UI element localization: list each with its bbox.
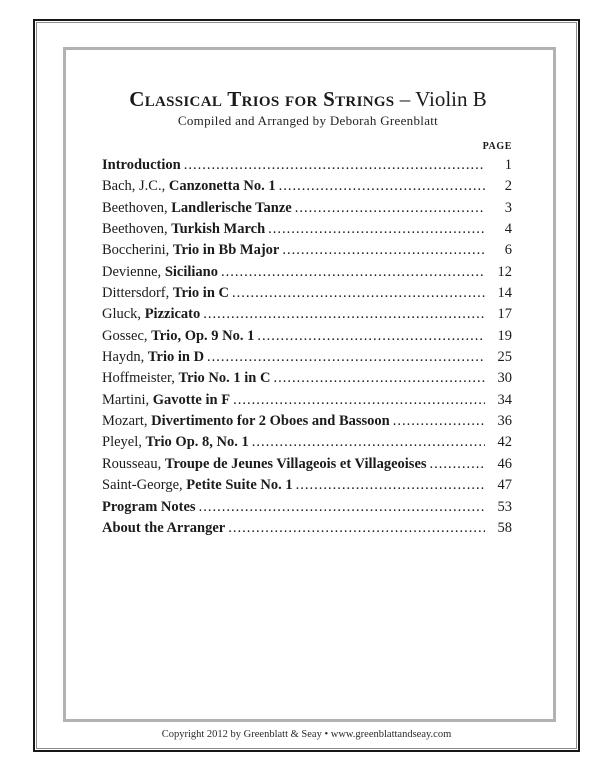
- toc-entry: [102, 219, 512, 240]
- dot-leader: [207, 347, 485, 368]
- toc-entry-title: Turkish March: [171, 221, 266, 238]
- toc-entry-page-number: 3: [504, 199, 512, 216]
- toc-entry-page-number: 53: [497, 498, 512, 515]
- toc-entry-label: [102, 454, 427, 475]
- toc-entry-label: [102, 262, 218, 283]
- toc-entry: [102, 454, 512, 475]
- copyright-footer: Copyright 2012 by Greenblatt & Seay • www.greenblattandseay.com: [161, 729, 452, 740]
- dot-leader: [199, 497, 485, 518]
- book-subtitle: Compiled and Arranged by Deborah Greenblatt: [177, 113, 439, 128]
- toc-entry-label: [102, 497, 196, 518]
- dot-leader: [184, 155, 485, 176]
- toc-entry-composer: Haydn,: [102, 349, 148, 366]
- dot-leader: [203, 304, 485, 325]
- toc-entry-title: Trio in D: [147, 349, 205, 366]
- book-title-main: Classical Trios for Strings: [129, 87, 395, 111]
- page-column-header: PAGE: [482, 141, 512, 152]
- toc-entry-label: [102, 432, 249, 453]
- toc-entry: [102, 497, 512, 518]
- toc-entry-composer: Gluck,: [102, 306, 145, 323]
- toc-entry-composer: Mozart,: [102, 413, 152, 430]
- toc-entry-composer: Bach, J.C.,: [102, 178, 169, 195]
- toc-entry-page-number: 58: [497, 519, 512, 536]
- toc-entry-label: [102, 240, 279, 261]
- book-title: [66, 86, 550, 112]
- toc-entry: [102, 240, 512, 261]
- toc-entry-title: Divertimento for 2 Oboes and Bassoon: [151, 413, 390, 430]
- toc-entry-page-number: 30: [497, 370, 512, 387]
- toc-entry: [102, 262, 512, 283]
- dot-leader: [296, 475, 485, 496]
- toc-entry: [102, 198, 512, 219]
- toc-entry-label: [102, 411, 390, 432]
- toc-entry-page-number: 46: [497, 455, 512, 472]
- toc-entry-title: Troupe de Jeunes Villageois et Villageoises: [164, 455, 427, 472]
- toc-entry-title: Gavotte in F: [152, 391, 231, 408]
- toc-entry-page-number: 36: [497, 413, 512, 430]
- toc-entry-label: [102, 219, 265, 240]
- toc-entry-composer: Rousseau,: [102, 455, 165, 472]
- toc-entry-page-number: 47: [497, 477, 512, 494]
- toc-entry-title: Pizzicato: [144, 306, 201, 323]
- dot-leader: [295, 198, 485, 219]
- toc-entry-page-number: 25: [497, 349, 512, 366]
- toc-entry-page-number: 42: [497, 434, 512, 451]
- toc-entry: [102, 475, 512, 496]
- toc-entry-title: Program Notes: [102, 498, 196, 515]
- toc-entry: [102, 518, 512, 539]
- toc-entry-composer: Saint-George,: [102, 477, 187, 494]
- toc-entry-composer: Martini,: [102, 391, 153, 408]
- toc-entry-composer: Pleyel,: [102, 434, 146, 451]
- toc-entry-label: [102, 198, 292, 219]
- dot-leader: [268, 219, 485, 240]
- table-of-contents: [102, 155, 512, 539]
- toc-entry-title: Trio in C: [172, 285, 229, 302]
- dot-leader: [430, 454, 485, 475]
- toc-entry: [102, 283, 512, 304]
- toc-entry-label: [102, 475, 293, 496]
- toc-entry: [102, 155, 512, 176]
- toc-entry-composer: Beethoven,: [102, 221, 172, 238]
- toc-entry-title: About the Arranger: [102, 519, 226, 536]
- toc-entry-page-number: 19: [497, 327, 512, 344]
- toc-entry-page-number: 4: [504, 221, 512, 238]
- toc-entry-label: [102, 347, 204, 368]
- toc-entry-page-number: 17: [497, 306, 512, 323]
- dot-leader: [279, 176, 485, 197]
- toc-entry-composer: Beethoven,: [102, 199, 172, 216]
- toc-entry-label: [102, 390, 230, 411]
- dot-leader: [221, 262, 485, 283]
- toc-entry-title: Introduction: [102, 157, 181, 173]
- toc-entry-label: [102, 326, 254, 347]
- toc-entry-title: Petite Suite No. 1: [186, 477, 293, 494]
- toc-entry-composer: Hoffmeister,: [102, 370, 179, 387]
- toc-entry: [102, 176, 512, 197]
- toc-entry-page-number: 6: [504, 242, 512, 259]
- toc-entry: [102, 347, 512, 368]
- dot-leader: [393, 411, 485, 432]
- toc-entry-composer: Gossec,: [102, 327, 152, 344]
- dot-leader: [282, 240, 485, 261]
- toc-entry-title: Trio Op. 8, No. 1: [145, 434, 249, 451]
- toc-entry-label: [102, 176, 276, 197]
- toc-entry: [102, 432, 512, 453]
- dot-leader: [257, 326, 485, 347]
- toc-entry-page-number: 12: [497, 263, 512, 280]
- toc-entry-label: [102, 518, 225, 539]
- toc-entry: [102, 326, 512, 347]
- toc-entry: [102, 368, 512, 389]
- toc-entry-page-number: 34: [497, 391, 512, 408]
- toc-entry-composer: Dittersdorf,: [102, 285, 173, 302]
- toc-entry-page-number: 2: [504, 178, 512, 195]
- toc-entry-label: [102, 304, 200, 325]
- toc-entry: [102, 411, 512, 432]
- book-title-part: – Violin B: [394, 87, 487, 111]
- toc-entry-title: Landlerische Tanze: [171, 199, 292, 216]
- toc-entry: [102, 304, 512, 325]
- toc-entry-composer: Boccherini,: [102, 242, 173, 259]
- toc-entry-title: Canzonetta No. 1: [168, 178, 276, 195]
- dot-leader: [232, 283, 485, 304]
- toc-entry-title: Trio No. 1 in C: [178, 370, 271, 387]
- dot-leader: [228, 518, 485, 539]
- toc-entry-label: [102, 155, 181, 176]
- toc-entry-label: [102, 283, 229, 304]
- dot-leader: [273, 368, 485, 389]
- toc-entry-composer: Devienne,: [102, 263, 165, 280]
- dot-leader: [252, 432, 485, 453]
- toc-entry-page-number: 14: [497, 285, 512, 302]
- toc-entry-label: [102, 368, 270, 389]
- toc-entry-title: Trio in Bb Major: [172, 242, 280, 259]
- dot-leader: [233, 390, 485, 411]
- toc-entry-title: Siciliano: [164, 263, 218, 280]
- toc-entry-title: Trio, Op. 9 No. 1: [151, 327, 255, 344]
- toc-entry: [102, 390, 512, 411]
- toc-entry-page-number: 1: [504, 157, 512, 173]
